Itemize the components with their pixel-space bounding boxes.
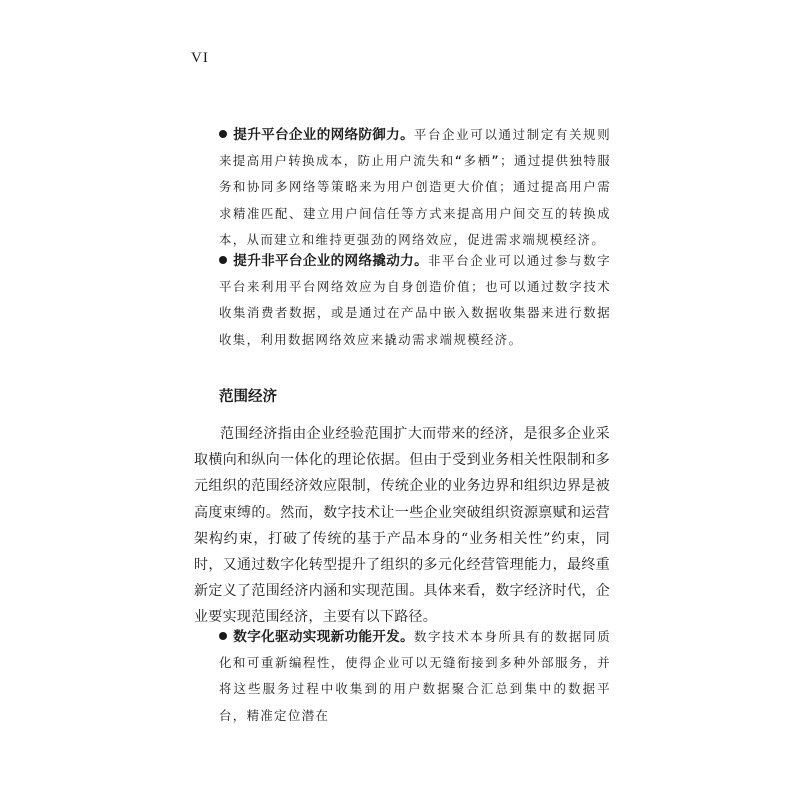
bullet-body: 数字技术本身所具有的数据同质化和可重新编程性，使得企业可以无缝衔接到多种外部服务，并将这些服务过程中收集到的用户数据聚合汇总到集中的数据平台，精准定位潜在: [219, 629, 612, 723]
bullet-item-new-function: [219, 624, 611, 729]
bullet-body: 平台企业可以通过制定有关规则来提高用户转换成本，防止用户流失和“多栖”；通过提供独特服务和协同多网络等策略来为用户创造更大价值；通过提高用户需求精准匹配、建立用户间信任等方式来提高用户间交互的转换成本，从而建立和维持更强劲的网络效应，促进需求端规模经济。: [219, 127, 612, 247]
bullet-lead: 提升非平台企业的网络撬动力。: [233, 253, 428, 269]
bullet-dot-icon: [219, 256, 227, 264]
section-paragraph: 范围经济指由企业经验范围扩大而带来的经济，是很多企业采取横向和纵向一体化的理论依据。但由于受到业务相关性限制和多元组织的范围经济效应限制，传统企业的业务边界和组织边界是被高度束缚的。然而，数字技术让一些企业突破组织资源禀赋和运营架构约束，打破了传统的基于产品本身的“业务相关性”约束，同时，又通过数字化转型提升了组织的多元化经营管理能力，最终重新定义了范围经济内涵和实现范围。具体来看，数字经济时代，企业要实现范围经济，主要有以下路径。: [194, 426, 610, 626]
section-heading: 范围经济: [219, 389, 277, 405]
bullet-item-network-leverage: [219, 248, 611, 353]
bullet-dot-icon: [219, 632, 227, 640]
bullet-lead: 提升平台企业的网络防御力。: [233, 127, 414, 143]
bullet-item-network-defense: [219, 122, 611, 253]
page-number: VI: [191, 50, 209, 66]
bullet-dot-icon: [219, 130, 227, 138]
bullet-lead: 数字化驱动实现新功能开发。: [233, 629, 414, 645]
bullet-body: 非平台企业可以通过参与数字平台来利用平台网络效应为自身创造价值；也可以通过数字技术收集消费者数据，或是通过在产品中嵌入数据收集器来进行数据收集，利用数据网络效应来撬动需求端规模经济。: [219, 253, 611, 347]
